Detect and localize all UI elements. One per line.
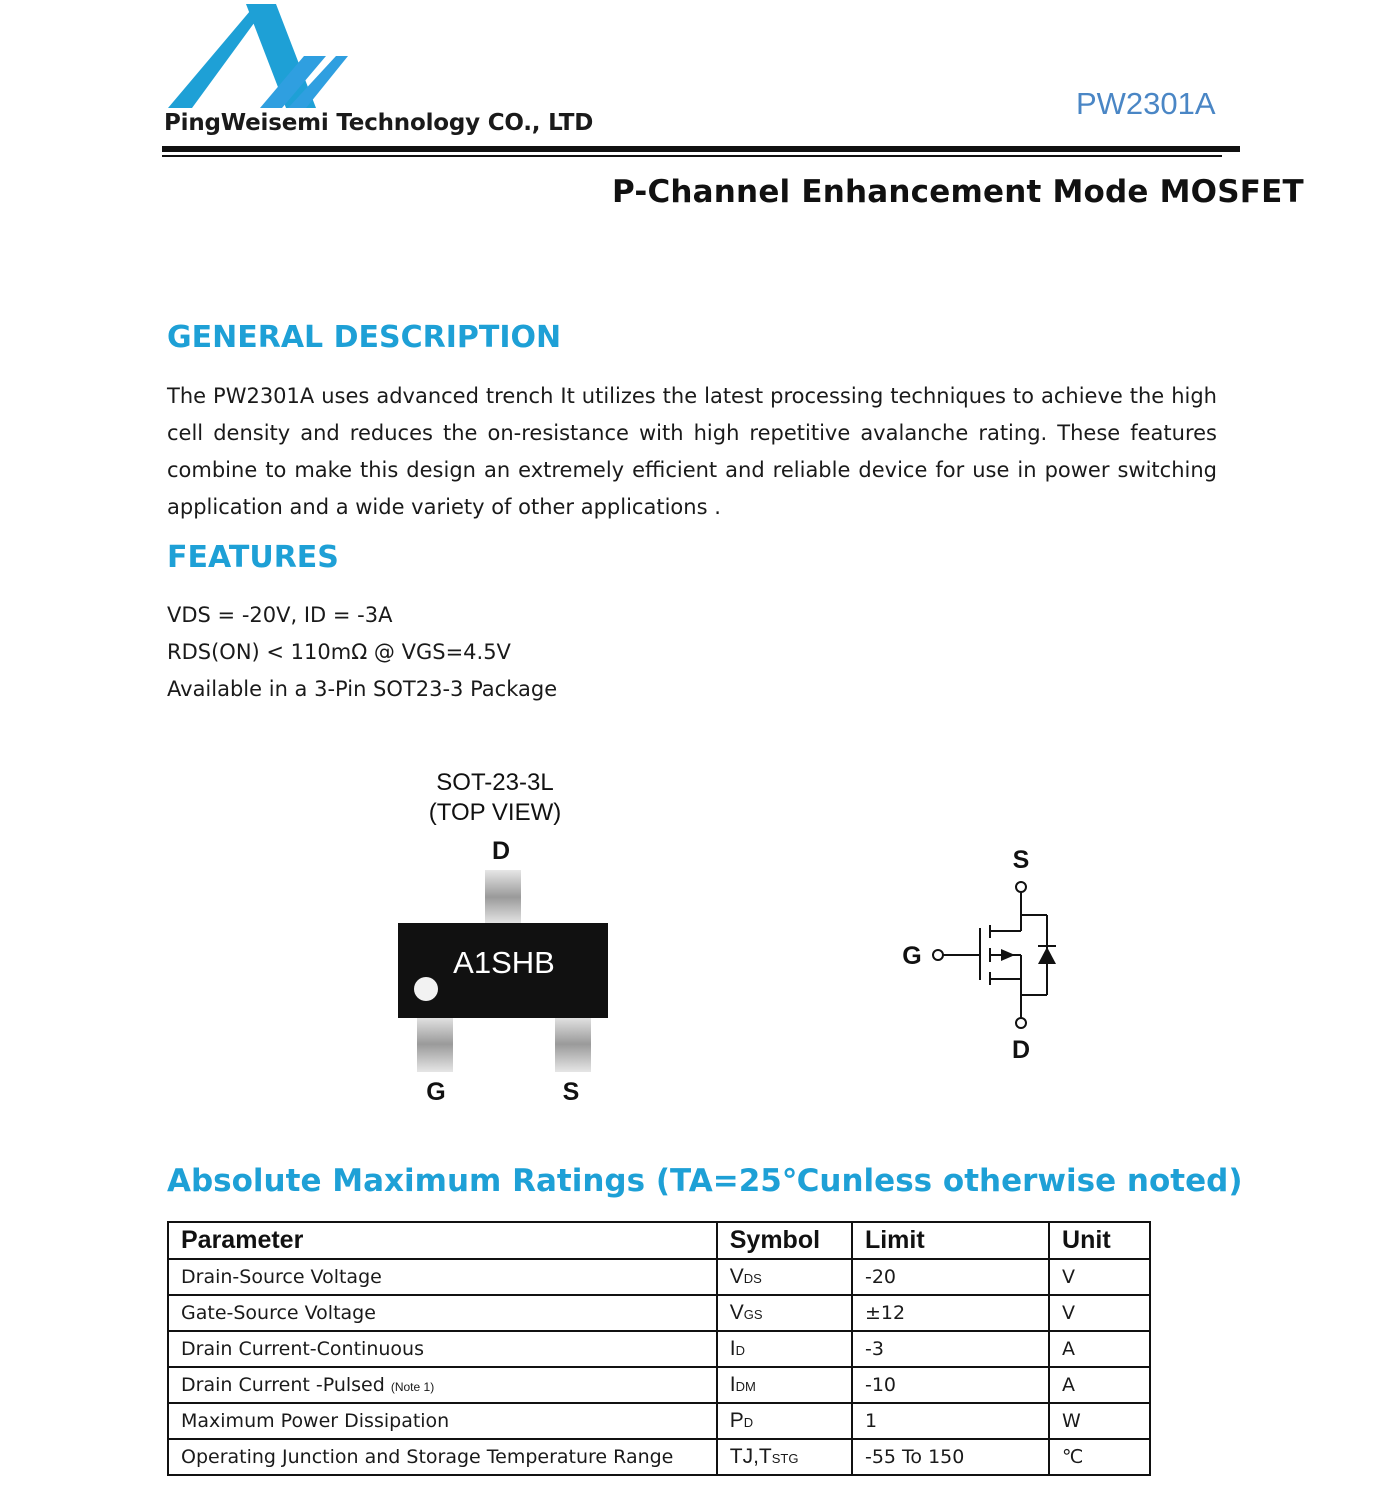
mosfet-schematic (895, 840, 1075, 1070)
feature-item: RDS(ON) < 110mΩ @ VGS=4.5V (167, 640, 511, 664)
symbol-cell (717, 1331, 852, 1367)
unit-cell: ℃ (1049, 1439, 1150, 1475)
company-logo (168, 2, 353, 110)
parameter-text: Gate-Source Voltage (181, 1302, 376, 1324)
symbol-main: TJ,T (729, 1445, 772, 1468)
symbol-main: V (729, 1301, 744, 1324)
pin-d-label: D (491, 837, 511, 865)
col-header-symbol: Symbol (717, 1222, 852, 1259)
symbol-sub: DS (743, 1271, 762, 1286)
unit-cell: A (1049, 1367, 1150, 1403)
package-marking: A1SHB (453, 945, 555, 980)
document-subtitle: P-Channel Enhancement Mode MOSFET (612, 174, 1304, 210)
parameter-cell (168, 1367, 717, 1403)
pin-s-label: S (562, 1078, 580, 1106)
symbol-sub: D (743, 1415, 754, 1430)
package-caption (395, 768, 595, 828)
table-row (168, 1259, 1150, 1295)
feature-item: VDS = -20V, ID = -3A (167, 603, 393, 627)
limit-cell: 1 (852, 1403, 1049, 1439)
lead-gate (417, 1016, 453, 1072)
col-header-unit: Unit (1049, 1222, 1150, 1259)
symbol-cell (717, 1295, 852, 1331)
parameter-cell (168, 1439, 717, 1475)
table-row (168, 1367, 1150, 1403)
parameter-cell (168, 1259, 717, 1295)
feature-item: Available in a 3-Pin SOT23-3 Package (167, 677, 558, 701)
company-name: PingWeisemi Technology CO., LTD (164, 110, 594, 136)
symbol-sub: DM (735, 1379, 756, 1394)
parameter-text: Drain Current-Continuous (181, 1338, 424, 1360)
header-rule-thin (162, 155, 1222, 157)
symbol-cell (717, 1367, 852, 1403)
package-name: SOT-23-3L (436, 769, 554, 796)
parameter-cell (168, 1331, 717, 1367)
unit-cell: V (1049, 1295, 1150, 1331)
table-row (168, 1403, 1150, 1439)
lead-drain (485, 870, 521, 924)
parameter-text: Maximum Power Dissipation (181, 1410, 450, 1432)
table-row (168, 1439, 1150, 1475)
limit-cell: -20 (852, 1259, 1049, 1295)
pin-g-label: G (426, 1078, 446, 1106)
features-heading: FEATURES (167, 540, 339, 575)
parameter-text: Drain Current -Pulsed (181, 1374, 391, 1396)
general-description-heading: GENERAL DESCRIPTION (167, 320, 562, 355)
symbol-cell (717, 1259, 852, 1295)
symbol-main: I (729, 1337, 736, 1360)
col-header-limit: Limit (852, 1222, 1049, 1259)
col-header-parameter: Parameter (168, 1222, 717, 1259)
parameter-text: Operating Junction and Storage Temperature Range (181, 1446, 674, 1468)
symbol-main: I (729, 1373, 736, 1396)
schematic-source-label: S (1012, 846, 1030, 874)
unit-cell: V (1049, 1259, 1150, 1295)
features-list (167, 597, 557, 708)
ratings-table (167, 1221, 1151, 1476)
parameter-cell (168, 1403, 717, 1439)
limit-cell: -3 (852, 1331, 1049, 1367)
header-rule-thick (162, 146, 1240, 152)
limit-cell: ±12 (852, 1295, 1049, 1331)
unit-cell: A (1049, 1331, 1150, 1367)
ratings-heading: Absolute Maximum Ratings (TA=25℃unless otherwise noted) (167, 1163, 1243, 1199)
package-view: (TOP VIEW) (428, 799, 562, 826)
symbol-cell (717, 1403, 852, 1439)
schematic-gate-label: G (902, 942, 922, 970)
part-number: PW2301A (1076, 86, 1216, 121)
ratings-header-row (168, 1222, 1150, 1259)
lead-source (555, 1016, 591, 1072)
symbol-sub: GS (743, 1307, 763, 1322)
symbol-sub: STG (771, 1451, 799, 1466)
package-drawing (385, 832, 625, 1112)
symbol-cell (717, 1439, 852, 1475)
table-row (168, 1331, 1150, 1367)
limit-cell: -10 (852, 1367, 1049, 1403)
limit-cell: -55 To 150 (852, 1439, 1049, 1475)
general-description-text: The PW2301A uses advanced trench It utilizes the latest processing techniques to achieve the high cell density and reduces the on-resistance with high repetitive avalanche rating. These features combine to make this design an extremely efficient and reliable device for use in power switching application and a wide variety of other applications . (167, 384, 1217, 519)
parameter-text: Drain-Source Voltage (181, 1266, 382, 1288)
symbol-main: V (729, 1265, 744, 1288)
pin1-dot (414, 977, 438, 1001)
parameter-note: (Note 1) (390, 1380, 435, 1394)
table-row (168, 1295, 1150, 1331)
schematic-drain-label: D (1011, 1036, 1031, 1064)
parameter-cell (168, 1295, 717, 1331)
unit-cell: W (1049, 1403, 1150, 1439)
symbol-sub: D (735, 1343, 745, 1358)
symbol-main: P (729, 1409, 744, 1432)
